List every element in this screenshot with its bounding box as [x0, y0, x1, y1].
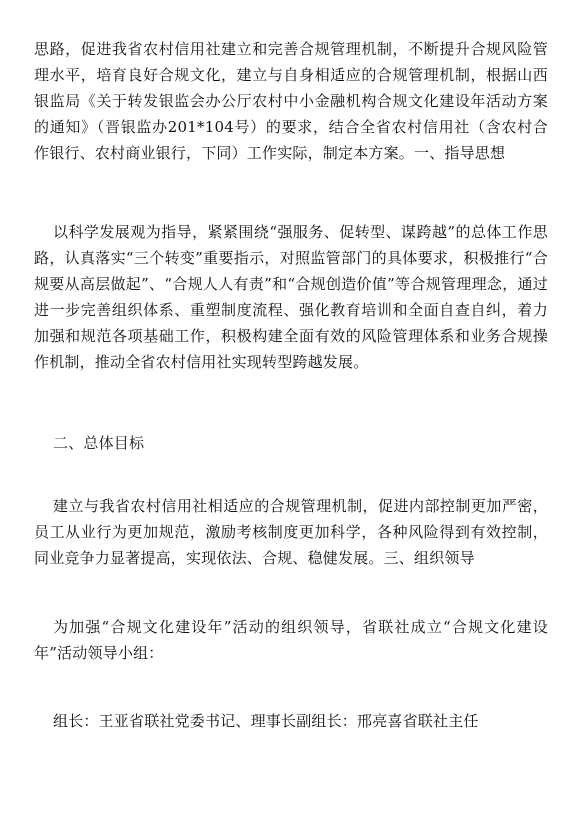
section-heading-overall-goals: 二、总体目标 — [53, 434, 145, 452]
paragraph-leader-list: 组长：王亚省联社党委书记、理事长副组长：邢亮喜省联社主任 — [53, 712, 479, 730]
paragraph-organization: 为加强“合规文化建设年”活动的组织领导，省联社成立“合规文化建设年”活动领导小组： — [34, 618, 548, 662]
paragraph-intro: 思路，促进我省农村信用社建立和完善合规管理机制，不断提升合规风险管理水平，培育良好合规文化，建立与自身相适应的合规管理机制，根据山西银监局《关于转发银监会办公厅农村中小金融机构合规文化建设年活动方案的通知》（晋银监办201*104号）的要求，结合全省农村信用社（含农村合作银行、农村商业银行，下同）工作实际，制定本方案。一、指导思想 — [34, 40, 548, 162]
paragraph-guiding-ideology: 以科学发展观为指导，紧紧围绕“强服务、促转型、谋跨越”的总体工作思路，认真落实“三个转变”重要指示，对照监管部门的具体要求，积极推行“合规要从高层做起”、“合规人人有责”和“合规创造价值”等合规管理理念，通过进一步完善组织体系、重塑制度流程、强化教育培训和全面自查自纠，着力加强和规范各项基础工作，积极构建全面有效的风险管理体系和业务合规操作机制，推动全省农村信用社实现转型跨越发展。 — [34, 223, 548, 371]
paragraph-overall-goals: 建立与我省农村信用社相适应的合规管理机制，促进内部控制更加严密，员工从业行为更加规范，激励考核制度更加科学，各种风险得到有效控制，同业竞争力显著提高，实现依法、合规、稳健发展。三、组织领导 — [34, 497, 548, 567]
